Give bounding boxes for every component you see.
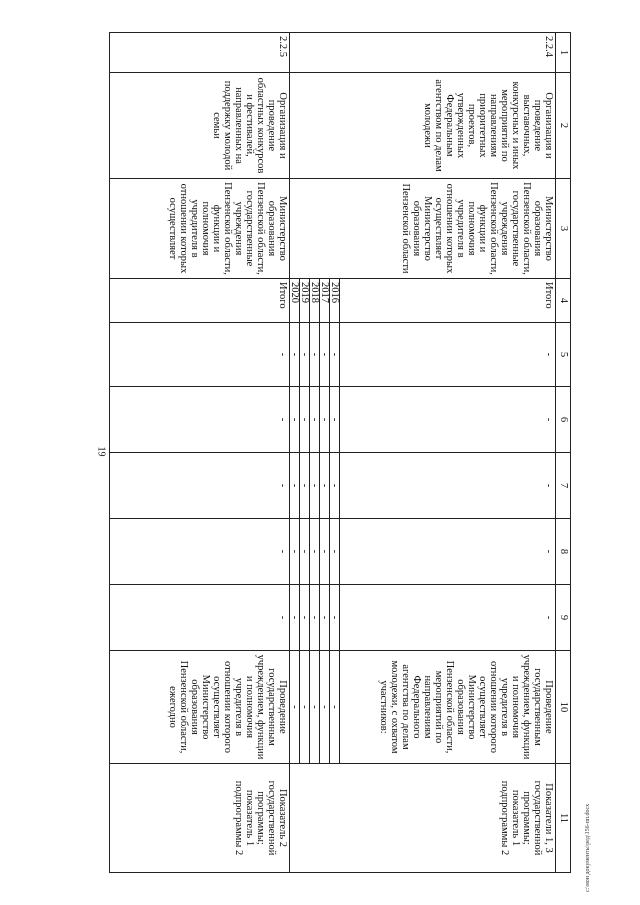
item-indicator: Показатели 1, 3 государственной программы; показатель 1 подпрограммы 2 [290, 764, 556, 873]
item-name: Организация и проведение выставочных, конкурсных и иных мероприятий по направлениям приоритетных проектов, утвержденных Федеральным агентством по делам молодежи [290, 73, 556, 179]
cell-c6: - [290, 387, 300, 453]
cell-c10: - [320, 651, 330, 764]
cell-c5: - [340, 323, 556, 387]
cell-c9: - [310, 585, 320, 651]
cell-c7: - [340, 453, 556, 519]
year-label: 2020 [290, 279, 300, 323]
cell-c7: - [290, 453, 300, 519]
cell-c10: - [290, 651, 300, 764]
col-header-7: 7 [556, 453, 571, 519]
cell-c9: - [320, 585, 330, 651]
col-header-2: 2 [556, 73, 571, 179]
cell-c8: - [320, 519, 330, 585]
item-executor: Министерство образования Пензенской области, государственные учреждения Пензенской области, функции и полномочия учредителя в отношении которых осуществляет Министерство образования Пензенской области [290, 179, 556, 279]
program-table [109, 32, 571, 873]
year-label: 2016 [330, 279, 340, 323]
item-number: 2.2.4 [290, 33, 556, 73]
cell-c8: - [330, 519, 340, 585]
column-number-row [556, 33, 571, 873]
cell-c9: - [330, 585, 340, 651]
document-table-rotated [78, 32, 571, 872]
cell-c6: - [300, 387, 310, 453]
col-header-10: 10 [556, 651, 571, 764]
cell-c5: - [320, 323, 330, 387]
cell-c10: - [310, 651, 320, 764]
cell-c7: - [300, 453, 310, 519]
cell-c5: - [310, 323, 320, 387]
cell-c8: - [300, 519, 310, 585]
cell-c9: - [340, 585, 556, 651]
cell-c6: - [310, 387, 320, 453]
cell-c9: - [290, 585, 300, 651]
cell-c7: - [330, 453, 340, 519]
cell-c6: - [330, 387, 340, 453]
item-result: Проведение государственным учреждением, функции и полномочия учредителя в отношении которого осуществляет Министерство образования Пензенской области, ежегодно [110, 651, 290, 764]
cell-c10: - [300, 651, 310, 764]
col-header-11: 11 [556, 764, 571, 873]
table-row [340, 33, 556, 873]
col-header-4: 4 [556, 279, 571, 323]
year-label: 2019 [300, 279, 310, 323]
cell-c6: - [110, 387, 290, 453]
col-header-5: 5 [556, 323, 571, 387]
col-header-8: 8 [556, 519, 571, 585]
table-row [110, 33, 290, 873]
item-number: 2.2.5 [110, 33, 290, 73]
cell-c9: - [300, 585, 310, 651]
item-name: Организация и проведение областных конкурсов и фестивалей, направленных на поддержку молодой семьи [110, 73, 290, 179]
cell-c8: - [290, 519, 300, 585]
col-header-1: 1 [556, 33, 571, 73]
item-indicator: Показатель 2 государственной программы; показатель 1 подпрограммы 2 [110, 764, 290, 873]
cell-c7: - [110, 453, 290, 519]
cell-c9: - [110, 585, 290, 651]
cell-c5: - [110, 323, 290, 387]
cell-c6: - [320, 387, 330, 453]
cell-c10: - [330, 651, 340, 764]
total-label: Итого [340, 279, 556, 323]
cell-c6: - [340, 387, 556, 453]
item-result: Проведение государственным учреждением, функции и полномочия учредителя в отношении которого осуществляет Министерство образования Пензенской области, мероприятий по направлениям Федерального агентства по делам молодежи, с охватом участников: [340, 651, 556, 764]
total-label: Итого [110, 279, 290, 323]
footer-file-path: с:\мои документы\ред\156-пп.docx [585, 803, 591, 892]
cell-c8: - [310, 519, 320, 585]
year-label: 2018 [310, 279, 320, 323]
col-header-9: 9 [556, 585, 571, 651]
cell-c8: - [340, 519, 556, 585]
item-executor: Министерство образования Пензенской области, государственные учреждения Пензенской области, функции и полномочия учредителя в отношении которых осуществляет [110, 179, 290, 279]
page-number: 19 [95, 446, 107, 457]
col-header-3: 3 [556, 179, 571, 279]
year-label: 2017 [320, 279, 330, 323]
cell-c5: - [330, 323, 340, 387]
col-header-6: 6 [556, 387, 571, 453]
cell-c8: - [110, 519, 290, 585]
cell-c7: - [310, 453, 320, 519]
cell-c5: - [300, 323, 310, 387]
cell-c5: - [290, 323, 300, 387]
cell-c7: - [320, 453, 330, 519]
